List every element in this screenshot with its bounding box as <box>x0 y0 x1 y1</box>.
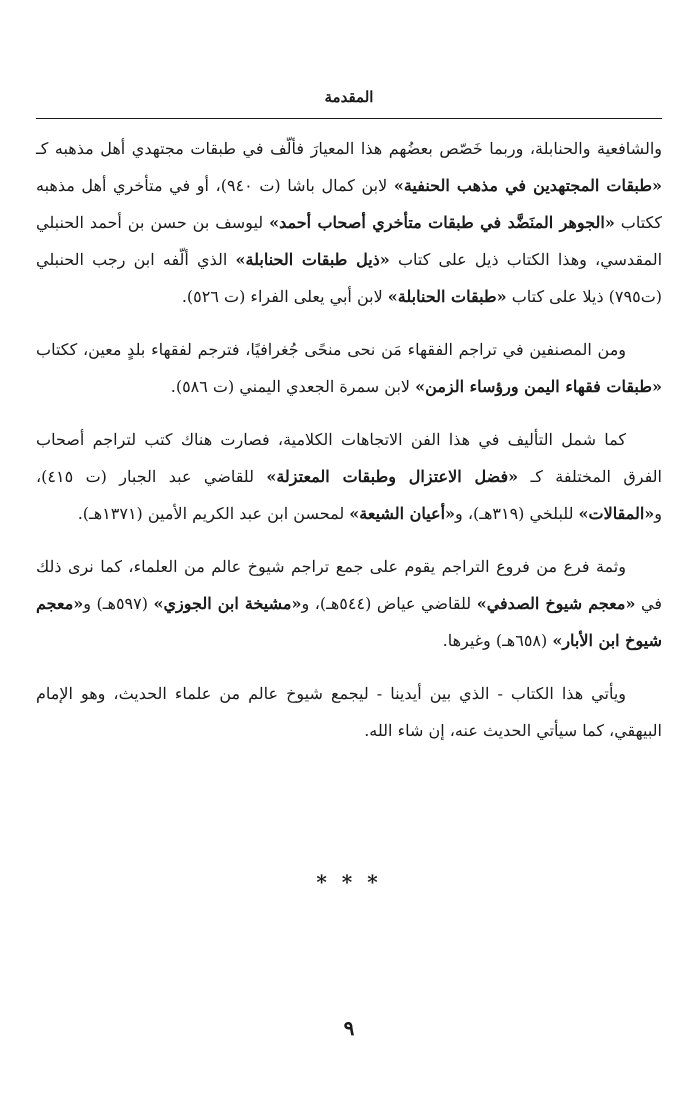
section-separator: * * * <box>316 870 382 894</box>
text-run: لابن كمال باشا (ت ٩٤٠)، أو في متأخري أهل مذهبه ككتاب <box>36 176 662 232</box>
text-run: والشافعية والحنابلة، وربما خَصّص بعضُهم هذا المعيارَ فألّف في طبقات مجتهدي أهل مذهبه كـ <box>36 139 662 158</box>
book-title: «معجم شيوخ ابن الأبار» <box>36 594 662 650</box>
body-text <box>36 130 662 765</box>
page-number: ٩ <box>343 1016 355 1040</box>
text-run: ليوسف بن حسن بن أحمد الحنبلي المقدسي، وهذا الكتاب ذيل على كتاب <box>36 213 663 269</box>
text-run: وثمة فرع من فروع التراجم يقوم على جمع تراجم شيوخ عالم من العلماء، كما نرى ذلك في <box>36 557 663 613</box>
paragraph <box>36 421 662 532</box>
text-run: لابن أبي يعلى الفراء (ت ٥٢٦). <box>181 287 388 306</box>
book-title: «أعيان الشيعة» <box>349 504 456 523</box>
book-title: «طبقات المجتهدين في مذهب الحنفية» <box>393 176 662 195</box>
text-run: لمحسن ابن عبد الكريم الأمين (١٣٧١هـ). <box>77 504 350 523</box>
running-header: المقدمة <box>324 88 374 106</box>
paragraph <box>36 130 662 315</box>
text-run: للقاضي عبد الجبار (ت ٤١٥)، و <box>36 467 662 523</box>
book-title: «معجم شيوخ الصدفي» <box>476 594 636 613</box>
book-title: «فضل الاعتزال وطبقات المعتزلة» <box>266 467 519 486</box>
paragraph <box>36 675 662 749</box>
text-run: لابن سمرة الجعدي اليمني (ت ٥٨٦). <box>170 377 416 396</box>
text-run: للقاضي عياض (٥٤٤هـ)، و <box>301 594 477 613</box>
book-title: «ذيل طبقات الحنابلة» <box>235 250 390 269</box>
book-title: «طبقات فقهاء اليمن ورؤساء الزمن» <box>415 377 662 396</box>
book-title: «الجوهر المنَضَّد في طبقات متأخري أصحاب أحمد» <box>269 213 615 232</box>
text-run: (٥٩٧هـ) و <box>83 594 154 613</box>
book-title: «مشيخة ابن الجوزي» <box>153 594 302 613</box>
text-run: ويأتي هذا الكتاب - الذي بين أيدينا - ليجمع شيوخ عالم من علماء الحديث، وهو الإمام البيهقي، كما سيأتي الحديث عنه، إن شاء الله. <box>36 684 662 740</box>
text-run: (٦٥٨هـ) وغيرها. <box>442 631 553 650</box>
paragraph <box>36 331 662 405</box>
paragraph <box>36 548 662 659</box>
header-rule <box>36 118 662 119</box>
text-run: الذي ألّفه ابن رجب الحنبلي (ت٧٩٥) ذيلا على كتاب <box>36 250 662 306</box>
book-title: «المقالات» <box>578 504 655 523</box>
text-run: كما شمل التأليف في هذا الفن الاتجاهات الكلامية، فصارت هناك كتب لتراجم أصحاب الفرق المختلفة كـ <box>36 430 662 486</box>
text-run: للبلخي (٣١٩هـ)، و <box>455 504 579 523</box>
book-title: «طبقات الحنابلة» <box>387 287 507 306</box>
text-run: ومن المصنفين في تراجم الفقهاء مَن نحى منحًى جُغرافيًا، فترجم لفقهاء بلدٍ معين، ككتاب <box>36 340 626 359</box>
